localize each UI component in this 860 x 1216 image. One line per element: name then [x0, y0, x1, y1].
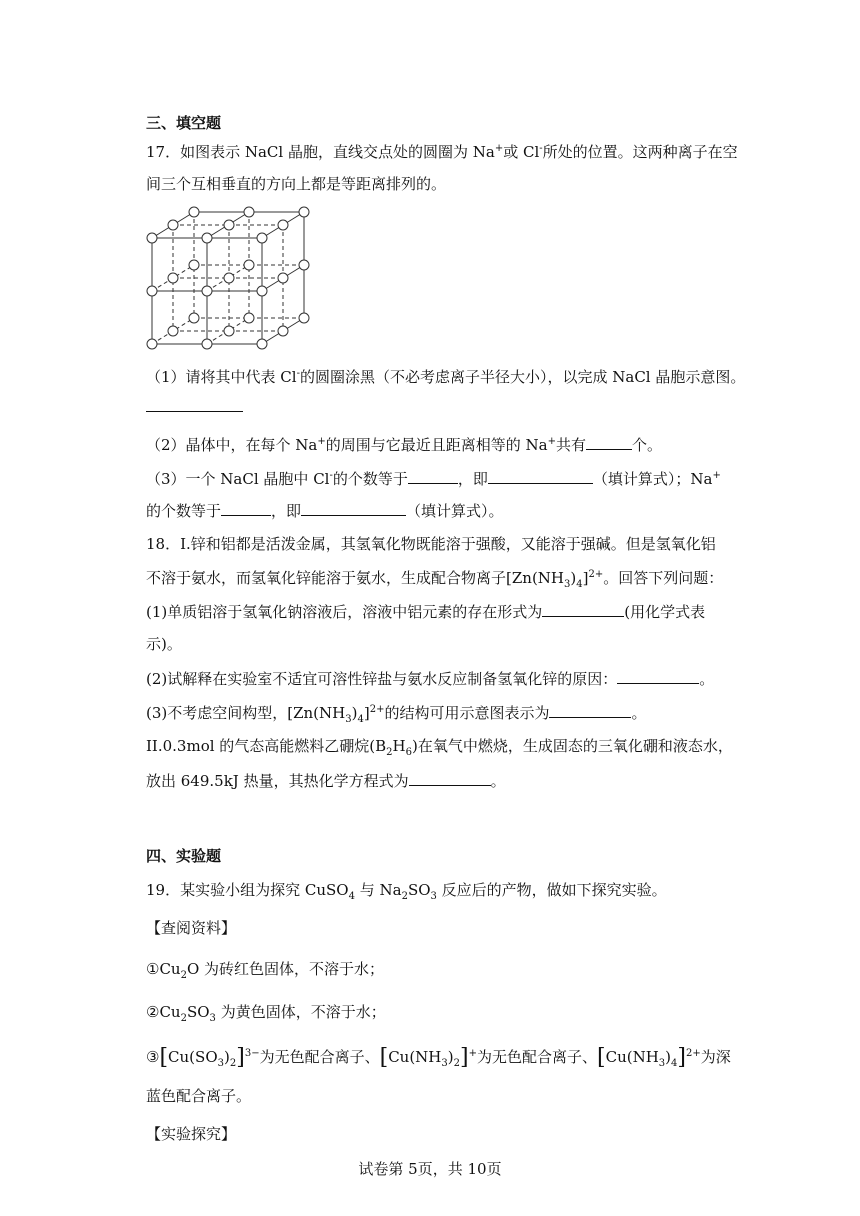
- text: ): [447, 1048, 454, 1066]
- text: （填计算式）。: [406, 502, 504, 520]
- q19-info-1: [146, 959, 384, 979]
- section-heading-experiment: 四、实验题: [146, 847, 222, 865]
- text: ): [351, 704, 358, 722]
- text: 反应后的产物，做如下探究实验。: [436, 881, 667, 899]
- blank[interactable]: [549, 702, 631, 718]
- text: 个。: [632, 436, 663, 454]
- sub: 4: [671, 1058, 678, 1069]
- page-footer: 试卷第 5页，共 10页: [358, 1160, 502, 1178]
- text: (1)单质铝溶于氢氧化钠溶液后，溶液中铝元素的存在形式为: [146, 603, 543, 621]
- sup: +: [494, 143, 504, 154]
- q17-part-3-line-2: [146, 500, 504, 521]
- sub: 3: [209, 1013, 216, 1024]
- text: (3)不考虑空间构型，[Zn(NH: [146, 704, 346, 722]
- sub: 3: [564, 579, 571, 590]
- blank[interactable]: [586, 434, 632, 450]
- text: )在氧气中燃烧，生成固态的三氧化硼和液态水，: [412, 737, 733, 755]
- blank[interactable]: [408, 468, 458, 484]
- sup: 2+: [588, 569, 604, 580]
- text: 共有: [556, 436, 587, 454]
- q18-line-1: 18．I.锌和铝都是活泼金属，其氢氧化物既能溶于强酸，又能溶于强碱。但是氢氧化铝: [146, 535, 716, 553]
- bracket: ]: [677, 1045, 686, 1070]
- text: ①Cu: [146, 960, 181, 978]
- text: H: [392, 737, 406, 755]
- text: ): [570, 569, 577, 587]
- text: ): [224, 1048, 230, 1066]
- text: SO: [186, 1003, 210, 1021]
- answer-blank-1[interactable]: [146, 396, 243, 417]
- sub: 4: [576, 579, 583, 590]
- sup: 3−: [244, 1048, 260, 1059]
- q17-part-3-line-1: [146, 468, 721, 489]
- blank[interactable]: [617, 668, 699, 684]
- text: 为黄色固体，不溶于水；: [215, 1003, 386, 1021]
- bracket: [: [379, 1045, 389, 1070]
- nacl-unit-cell-diagram: [140, 202, 310, 354]
- text: （3）一个 NaCl 晶胞中 Cl: [146, 470, 330, 488]
- text: (2)试解释在实验室不适宜可溶性锌盐与氨水反应制备氢氧化锌的原因：: [146, 670, 618, 688]
- text: 17．如图表示 NaCl 晶胞，直线交点处的圆圈为 Na: [146, 143, 495, 161]
- q17-line-2: 间三个互相垂直的方向上都是等距离排列的。: [146, 175, 447, 193]
- text: Cu(NH: [605, 1048, 659, 1066]
- bracket: [: [597, 1045, 606, 1070]
- blank[interactable]: [301, 500, 406, 516]
- text: ②Cu: [146, 1003, 181, 1021]
- sup: -: [329, 470, 333, 481]
- text: 为无色配合离子、: [259, 1048, 380, 1066]
- sub: 2: [453, 1058, 460, 1069]
- text: 。回答下列问题：: [603, 569, 724, 587]
- q17-part-2: [146, 434, 662, 455]
- q17-line-1: [146, 142, 738, 162]
- sub: 3: [345, 714, 352, 725]
- text: O 为砖红色固体，不溶于水；: [186, 960, 385, 978]
- text: 所处的位置。这两种离子在空: [542, 143, 738, 161]
- text: 与 Na: [354, 881, 402, 899]
- sup: +: [468, 1048, 477, 1059]
- text: 的个数等于: [146, 502, 222, 520]
- sub: 4: [348, 891, 355, 902]
- text: 或 Cl: [503, 143, 540, 161]
- text: Cu(SO: [168, 1048, 218, 1066]
- sup: +: [547, 436, 557, 447]
- text: 不溶于氨水，而氢氧化锌能溶于氨水，生成配合物离子[Zn(NH: [146, 569, 564, 587]
- text: ]: [582, 569, 589, 587]
- bracket: ]: [236, 1045, 245, 1070]
- blank[interactable]: [409, 770, 491, 786]
- q17-part-1: [146, 367, 745, 387]
- text: 。: [699, 670, 715, 688]
- bracket: [: [159, 1045, 169, 1070]
- sub: 3: [217, 1058, 224, 1069]
- sub: 2: [180, 970, 187, 981]
- q19-reference-heading: 【查阅资料】: [146, 919, 237, 937]
- text: SO: [407, 881, 431, 899]
- text: 为深: [700, 1048, 731, 1066]
- text: （填计算式）；Na: [592, 470, 713, 488]
- sub: 2: [401, 891, 408, 902]
- q18-line-5: [146, 668, 714, 689]
- text: (用化学式表: [624, 603, 706, 621]
- text: 。: [490, 772, 506, 790]
- blank[interactable]: [221, 500, 271, 516]
- text: II.0.3mol 的气态高能燃料乙硼烷(B: [146, 737, 387, 755]
- sub: 3: [430, 891, 437, 902]
- q19-experiment-heading: 【实验探究】: [146, 1125, 237, 1143]
- sup: 2+: [686, 1048, 701, 1059]
- ion-circles: [147, 207, 309, 349]
- text: 放出 649.5kJ 热量，其热化学方程式为: [146, 772, 409, 790]
- q19-info-3: [146, 1045, 731, 1070]
- q19-line-1: [146, 880, 667, 900]
- text: ，即: [271, 502, 302, 520]
- text: ): [665, 1048, 672, 1066]
- sub: 6: [405, 747, 413, 758]
- sup: 2+: [369, 704, 385, 715]
- blank[interactable]: [146, 396, 243, 412]
- text: ]: [363, 704, 370, 722]
- sub: 3: [658, 1058, 666, 1069]
- sub: 4: [357, 714, 364, 725]
- sup: -: [296, 368, 300, 379]
- q18-line-8: [146, 770, 506, 791]
- text: 为无色配合离子、: [476, 1048, 597, 1066]
- sub: 2: [386, 747, 393, 758]
- sub: 2: [180, 1013, 187, 1024]
- q18-line-2: [146, 568, 723, 588]
- text: 的圆圈涂黑（不必考虑离子半径大小），以完成 NaCl 晶胞示意图。: [299, 368, 746, 386]
- sub: 2: [229, 1058, 237, 1069]
- q19-info-2: [146, 1002, 386, 1022]
- sup: -: [539, 143, 543, 154]
- text: 的结构可用示意图表示为: [384, 704, 550, 722]
- text: 的个数等于: [332, 470, 408, 488]
- q18-line-6: [146, 702, 647, 723]
- blank[interactable]: [542, 601, 624, 617]
- text: （1）请将其中代表 Cl: [146, 368, 297, 386]
- text: ③: [146, 1048, 160, 1066]
- sup: +: [712, 470, 721, 481]
- text: 。: [631, 704, 647, 722]
- blank[interactable]: [488, 468, 593, 484]
- section-heading-fill-in: 三、填空题: [146, 114, 222, 132]
- q18-line-7: [146, 736, 733, 756]
- text: 的周围与它最近且距离相等的 Na: [325, 436, 548, 454]
- bracket: ]: [460, 1045, 469, 1070]
- text: Cu(NH: [388, 1048, 442, 1066]
- sup: +: [317, 436, 326, 447]
- text: ，即: [457, 470, 488, 488]
- q18-line-3: [146, 601, 705, 622]
- text: 19．某实验小组为探究 CuSO: [146, 881, 349, 899]
- text: （2）晶体中，在每个 Na: [146, 436, 318, 454]
- sub: 3: [441, 1058, 448, 1069]
- q18-line-4: 示)。: [146, 635, 182, 653]
- q19-line-5: 蓝色配合离子。: [146, 1087, 252, 1105]
